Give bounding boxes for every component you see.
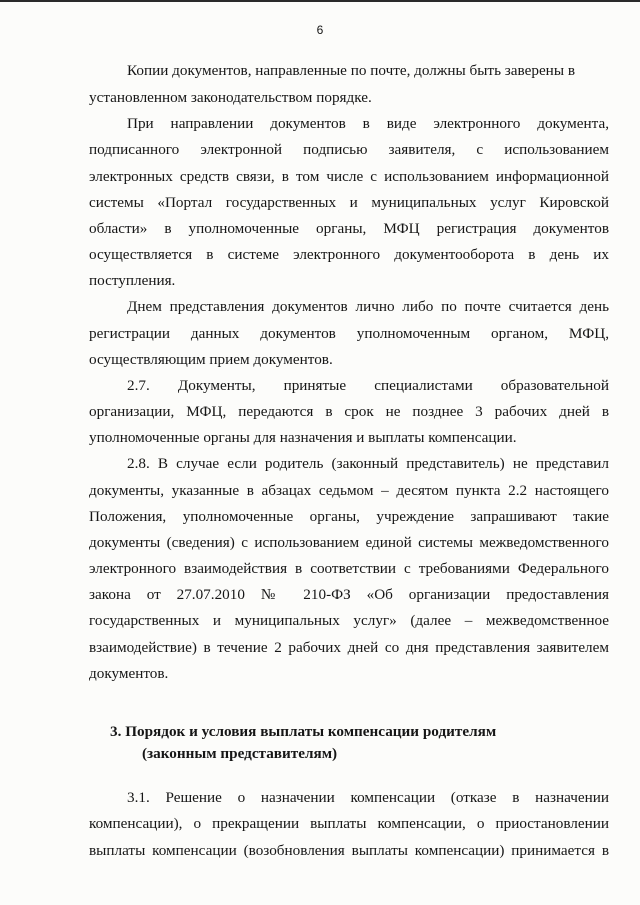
text-line: электронных средств связи, в том числе с использованием информационной (89, 168, 609, 185)
section-heading-continuation: (законным представителям) (142, 745, 338, 762)
text-line: Копии документов, направленные по почте, должны быть заверены в (127, 62, 575, 79)
text-line: закона от 27.07.2010 № 210-ФЗ «Об организации предоставления (89, 586, 609, 603)
page-number: 6 (316, 23, 324, 37)
text-line: подписанного электронной подписью заявителя, с использованием (89, 141, 609, 158)
page-top-border (0, 0, 640, 2)
text-line: осуществляющим прием документов. (89, 351, 333, 368)
text-line: 2.7. Документы, принятые специалистами образовательной (127, 377, 609, 394)
text-line: документов. (89, 665, 169, 682)
text-line: государственных и муниципальных услуг» (далее – межведомственное (89, 612, 609, 629)
text-line: Днем представления документов лично либо по почте считается день (127, 298, 609, 315)
text-line: установленном законодательством порядке. (89, 89, 372, 106)
text-line: документы, указанные в абзацах седьмом – десятом пункта 2.2 настоящего (89, 482, 609, 499)
text-line: поступления. (89, 272, 176, 289)
text-line: осуществляется в системе электронного документооборота в день их (89, 246, 609, 263)
text-line: взаимодействие) в течение 2 рабочих дней со дня представления заявителем (89, 639, 609, 656)
text-line: организации, МФЦ, передаются в срок не позднее 3 рабочих дней в (89, 403, 609, 420)
text-line: электронного взаимодействия в соответствии с требованиями Федерального (89, 560, 609, 577)
text-line: системы «Портал государственных и муниципальных услуг Кировской (89, 194, 609, 211)
text-line: компенсации), о прекращении выплаты компенсации, о приостановлении (89, 815, 609, 832)
text-line: 3.1. Решение о назначении компенсации (отказе в назначении (127, 789, 609, 806)
section-heading: 3. Порядок и условия выплаты компенсации родителям (110, 723, 497, 740)
text-line: При направлении документов в виде электронного документа, (127, 115, 609, 132)
text-line: области» в уполномоченные органы, МФЦ регистрация документов (89, 220, 609, 237)
text-line: регистрации данных документов уполномоченным органом, МФЦ, (89, 325, 609, 342)
text-line: уполномоченные органы для назначения и выплаты компенсации. (89, 429, 517, 446)
text-line: 2.8. В случае если родитель (законный представитель) не представил (127, 455, 609, 472)
text-line: документы (сведения) с использованием единой системы межведомственного (89, 534, 609, 551)
text-line: Положения, уполномоченные органы, учреждение запрашивают такие (89, 508, 609, 525)
text-line: выплаты компенсации (возобновления выплаты компенсации) принимается в (89, 842, 609, 859)
